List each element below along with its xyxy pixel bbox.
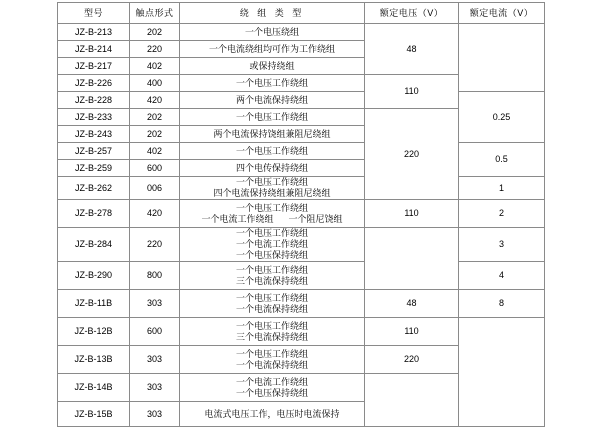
cell-current: 0.5 — [459, 143, 545, 177]
cell-model: JZ-B-257 — [58, 143, 130, 160]
cell-contact: 006 — [130, 177, 180, 200]
cell-voltage: 110 — [365, 318, 459, 346]
cell-model: JZ-B-15B — [58, 402, 130, 427]
header-contact: 触点形式 — [130, 3, 180, 24]
cell-current: 0.25 — [459, 92, 545, 143]
cell-contact: 600 — [130, 160, 180, 177]
cell-current — [459, 318, 545, 427]
cell-model: JZ-B-228 — [58, 92, 130, 109]
cell-winding: 一个电压工作绕组 一个电流工作绕组 一个电压保持绕组 — [180, 228, 365, 262]
cell-contact: 220 — [130, 41, 180, 58]
cell-winding: 两个电流保持绕组 — [180, 92, 365, 109]
cell-winding: 一个电压工作绕组 三个电流保持绕组 — [180, 262, 365, 290]
cell-winding: 一个电压工作绕组 四个电流保持绕组兼阻尼绕组 — [180, 177, 365, 200]
cell-voltage: 220 — [365, 346, 459, 374]
cell-winding: 一个电压工作绕组 — [180, 143, 365, 160]
cell-winding: 四个电传保持绕组 — [180, 160, 365, 177]
header-model: 型号 — [58, 3, 130, 24]
cell-model: JZ-B-217 — [58, 58, 130, 75]
cell-model: JZ-B-11B — [58, 290, 130, 318]
table-row — [58, 228, 545, 262]
cell-winding: 两个电流保持饶组兼阻尼绕组 — [180, 126, 365, 143]
table-row — [58, 92, 545, 109]
cell-contact: 800 — [130, 262, 180, 290]
header-voltage: 额定电压（V） — [365, 3, 459, 24]
cell-current: 4 — [459, 262, 545, 290]
cell-model: JZ-B-233 — [58, 109, 130, 126]
cell-winding: 或保持绕组 — [180, 58, 365, 75]
cell-voltage — [365, 228, 459, 290]
cell-winding: 一个电压绕组 — [180, 24, 365, 41]
cell-voltage: 220 — [365, 109, 459, 200]
cell-current: 2 — [459, 200, 545, 228]
cell-model: JZ-B-284 — [58, 228, 130, 262]
cell-model: JZ-B-290 — [58, 262, 130, 290]
table-header-row — [58, 3, 545, 24]
cell-contact: 600 — [130, 318, 180, 346]
cell-winding: 一个电压工作绕组 — [180, 75, 365, 92]
table-body — [58, 24, 545, 427]
cell-voltage — [365, 374, 459, 427]
cell-contact: 202 — [130, 109, 180, 126]
cell-winding: 一个电压工作绕组 一个电流保持绕组 — [180, 346, 365, 374]
table-header — [58, 3, 545, 24]
cell-contact: 303 — [130, 346, 180, 374]
cell-contact: 420 — [130, 200, 180, 228]
table-row — [58, 290, 545, 318]
cell-current: 1 — [459, 177, 545, 200]
header-current: 额定电流（V） — [459, 3, 545, 24]
cell-winding: 一个电压工作绕组 一个电流保持绕组 — [180, 290, 365, 318]
table-row — [58, 24, 545, 41]
cell-model: JZ-B-214 — [58, 41, 130, 58]
cell-contact: 400 — [130, 75, 180, 92]
cell-contact: 402 — [130, 58, 180, 75]
cell-model: JZ-B-213 — [58, 24, 130, 41]
cell-voltage: 48 — [365, 290, 459, 318]
header-winding: 绕 组 类 型 — [180, 3, 365, 24]
cell-contact: 420 — [130, 92, 180, 109]
cell-contact: 303 — [130, 374, 180, 402]
cell-current: 3 — [459, 228, 545, 262]
cell-winding: 一个电流绕组均可作为工作绕组 — [180, 41, 365, 58]
cell-contact: 202 — [130, 126, 180, 143]
cell-model: JZ-B-226 — [58, 75, 130, 92]
cell-model: JZ-B-13B — [58, 346, 130, 374]
cell-winding: 电流式电压工作，电压时电流保持 — [180, 402, 365, 427]
cell-voltage: 48 — [365, 24, 459, 75]
cell-voltage: 110 — [365, 200, 459, 228]
cell-model: JZ-B-278 — [58, 200, 130, 228]
table-row — [58, 177, 545, 200]
cell-model: JZ-B-262 — [58, 177, 130, 200]
table-row — [58, 143, 545, 160]
cell-current — [459, 24, 545, 92]
cell-voltage: 110 — [365, 75, 459, 109]
cell-contact: 303 — [130, 290, 180, 318]
cell-winding: 一个电流工作绕组 一个电压保持绕组 — [180, 374, 365, 402]
cell-contact: 220 — [130, 228, 180, 262]
specification-table — [57, 2, 545, 427]
cell-winding: 一个电压工作绕组 一个电流工作绕组 一个阻尼饶组 — [180, 200, 365, 228]
cell-contact: 402 — [130, 143, 180, 160]
cell-model: JZ-B-12B — [58, 318, 130, 346]
cell-current: 8 — [459, 290, 545, 318]
cell-winding: 一个电压工作绕组 — [180, 109, 365, 126]
table-row — [58, 318, 545, 346]
table-row — [58, 200, 545, 228]
cell-model: JZ-B-259 — [58, 160, 130, 177]
cell-contact: 202 — [130, 24, 180, 41]
cell-contact: 303 — [130, 402, 180, 427]
cell-model: JZ-B-243 — [58, 126, 130, 143]
cell-model: JZ-B-14B — [58, 374, 130, 402]
cell-winding: 一个电压工作绕组 三个电流保持绕组 — [180, 318, 365, 346]
table-row — [58, 262, 545, 290]
